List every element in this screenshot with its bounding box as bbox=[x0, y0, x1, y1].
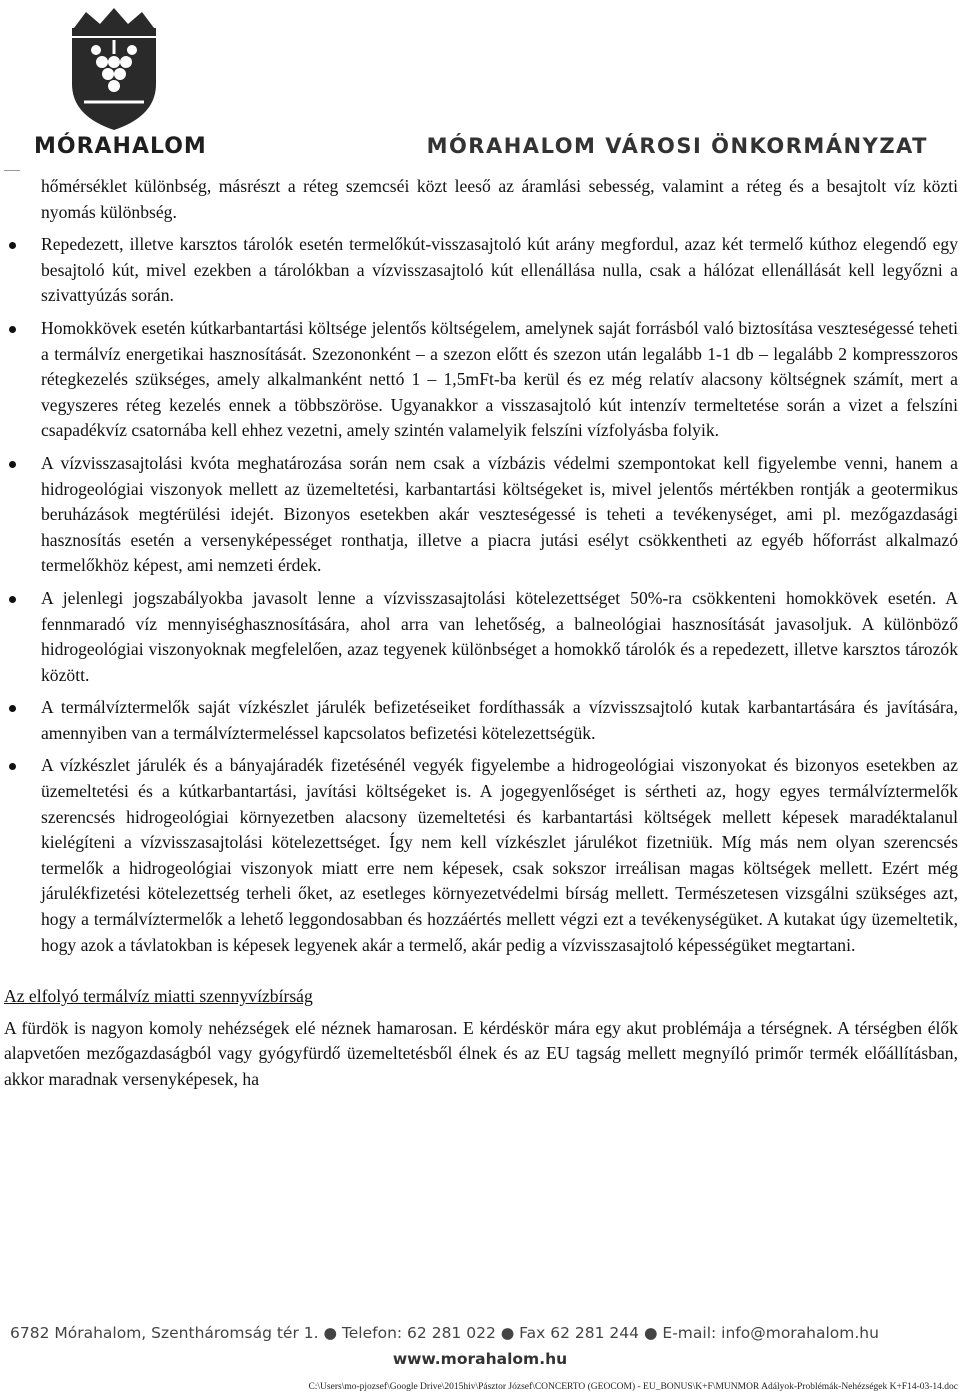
bullet-icon bbox=[9, 461, 16, 468]
contact-address: 6782 Mórahalom, Szentháromság tér 1. ● Telefon: 62 281 022 ● Fax 62 281 244 ● E-mail: info@morahalom.hu bbox=[10, 1324, 879, 1342]
bullet-icon bbox=[9, 242, 16, 249]
file-path: C:\Users\mo-pjozsef\Google Drive\2015hiv\Pásztor József\CONCERTO (GEOCOM) - EU_BONUS\K+F\MUNMOR Adályok-Problémák-Nehézségek K+F14-03-14.doc bbox=[308, 1382, 958, 1392]
section-heading: Az elfolyó termálvíz miatti szennyvízbírság bbox=[4, 986, 313, 1007]
coat-of-arms-icon bbox=[56, 6, 172, 132]
organization-name: MÓRAHALOM VÁROSI ÖNKORMÁNYZAT bbox=[426, 134, 928, 158]
morahalom-logo bbox=[34, 6, 207, 166]
document-body bbox=[0, 174, 960, 1093]
list-item-continuation bbox=[0, 174, 960, 225]
list-item bbox=[0, 695, 960, 746]
section-paragraph: A fürdök is nagyon komoly nehézségek elé néznek hamarosan. E kérdéskör mára egy akut problémája a térségnek. A térségben élők alapvetően mezőgazdaságból vagy gyógyfürdő üzemeltetésből élnek és az EU tagság mellett megnyíló primőr termék előállításban, akkor maradnak versenyképesek, ha bbox=[4, 1017, 958, 1089]
paragraph-text: Repedezett, illetve karsztos tárolók esetén termelőkút-visszasajtoló kút arány megfordul, azaz két termelő kúthoz elegendő egy besajtoló kút, mivel ezekben a tárolókban a vízvisszasajtoló kút ellenállása nulla, csak a hálózat ellenállását kell legyőzni a szivattyúzás során. bbox=[41, 234, 958, 306]
bullet-icon bbox=[9, 763, 16, 770]
list-item bbox=[0, 586, 960, 688]
list-item bbox=[0, 232, 960, 309]
bullet-icon bbox=[9, 326, 16, 333]
paragraph-text: A termálvíztermelők saját vízkészlet járulék befizetéseiket fordíthassák a vízvisszsajtoló kutak karbantartására és javítására, amennyiben van a termálvíztermeléssel kapcsolatos befizetési kötelezettségük. bbox=[41, 697, 958, 743]
paragraph-text: A jelenlegi jogszabályokba javasolt lenne a vízvisszasajtolási kötelezettséget 50%-ra csökkenteni homokkövek esetén. A fennmaradó víz mennyiséghasznosítására, ahol arra van lehetőség, a balneológiai hasznosítását javasoljuk. A különböző hidrogeológiai viszonyoknak megfelelően, azaz tegyenek különbséget a homokkő tárolók és a repedezett, illetve karsztos tározók között. bbox=[41, 587, 958, 685]
list-item bbox=[0, 753, 960, 958]
paragraph-text: Homokkövek esetén kútkarbantartási költsége jelentős költségelem, amelynek saját forrásból való biztosítása veszteségessé teheti a termálvíz energetikai hasznosítását. Szezononként – a szezon előtt és szezon után legalább 1-1 db – legalább 2 kompresszoros rétegkezelés szükséges, amely alkalmanként nettó 1 – 1,5mFt-ba kerül és ez még relatív alacsony költségnek számít, mert a vegyszeres réteg kezelés ennek a többszöröse. Ugyanakkor a visszasajtoló kút intenzív termeltetése során a vizet a felszíni csapadékvíz csatornába kell ehhez vezetni, amely szintén valamelyik felszíni vízfolyásba folyik. bbox=[41, 317, 958, 441]
logo-text: MÓRAHALOM bbox=[34, 134, 207, 159]
letterhead-footer bbox=[0, 1320, 960, 1398]
paragraph-text: A vízkészlet járulék és a bányajáradék fizetésénél vegyék figyelembe a hidrogeológiai viszonyokat és bizonyos esetekben az üzemeltetési és a kútkarbantartási, javítási költségeket is. A jogegyenlőséget is sértheti az, hogy egyes termálvíztermelők szerencsés hidrogeológiai környezetben alacsony üzemeltetési és karbantartási költségek mellett képesek maradéktalanul kielégíteni a vízvisszasajtolási kötelezettséget. Így nem kell vízkészlet járulékot fizetniük. Míg más nem olyan szerencsés termelők a hidrogeológiai viszonyok miatt erre nem képesek, csak sokszor irreálisan magas költségek mellett. Ezért még járulékfizetési kötelezettség terheli őket, az esetleges környezetvédelmi bírság mellett. Természetesen vizsgálni szükséges azt, hogy a termálvíztermelők a lehető leggondosabban és hozzáértés mellett végzi ezt a tevékenységüket. A kutakat úgy üzemeltetik, hogy azok a távlatokban is képesek legyenek akár a termelő, akár pedig a vízvisszasajtoló képességüket megtartani. bbox=[41, 755, 958, 955]
page-corner-mark bbox=[4, 170, 20, 171]
list-item bbox=[0, 316, 960, 444]
bullet-icon bbox=[9, 705, 16, 712]
paragraph-text: A vízvisszasajtolási kvóta meghatározása során nem csak a vízbázis védelmi szempontokat kell figyelembe venni, hanem a hidrogeológiai viszonyok mellett az üzemeltetési, karbantartási költségeket is, mivel jelentős mértékben rontják a geotermikus beruházások megtérülési idejét. Bizonyos esetekben akár veszteségessé is teheti a tevékenységet, ami pl. mezőgazdasági hasznosítás esetén a versenyképességet ronthatja, illetve a piacra jutási esélyt csökkentheti az egyéb hőforrást alkalmazó termelőkhöz képest, ami nemzeti érdek. bbox=[41, 452, 958, 576]
paragraph-text: hőmérséklet különbség, másrészt a réteg szemcséi közt leeső az áramlási sebesség, valamint a réteg és a besajtolt víz közti nyomás különbség. bbox=[41, 176, 958, 222]
list-item bbox=[0, 451, 960, 579]
website-link[interactable]: www.morahalom.hu bbox=[392, 1350, 568, 1368]
bullet-icon bbox=[9, 596, 16, 603]
letterhead bbox=[0, 0, 960, 172]
